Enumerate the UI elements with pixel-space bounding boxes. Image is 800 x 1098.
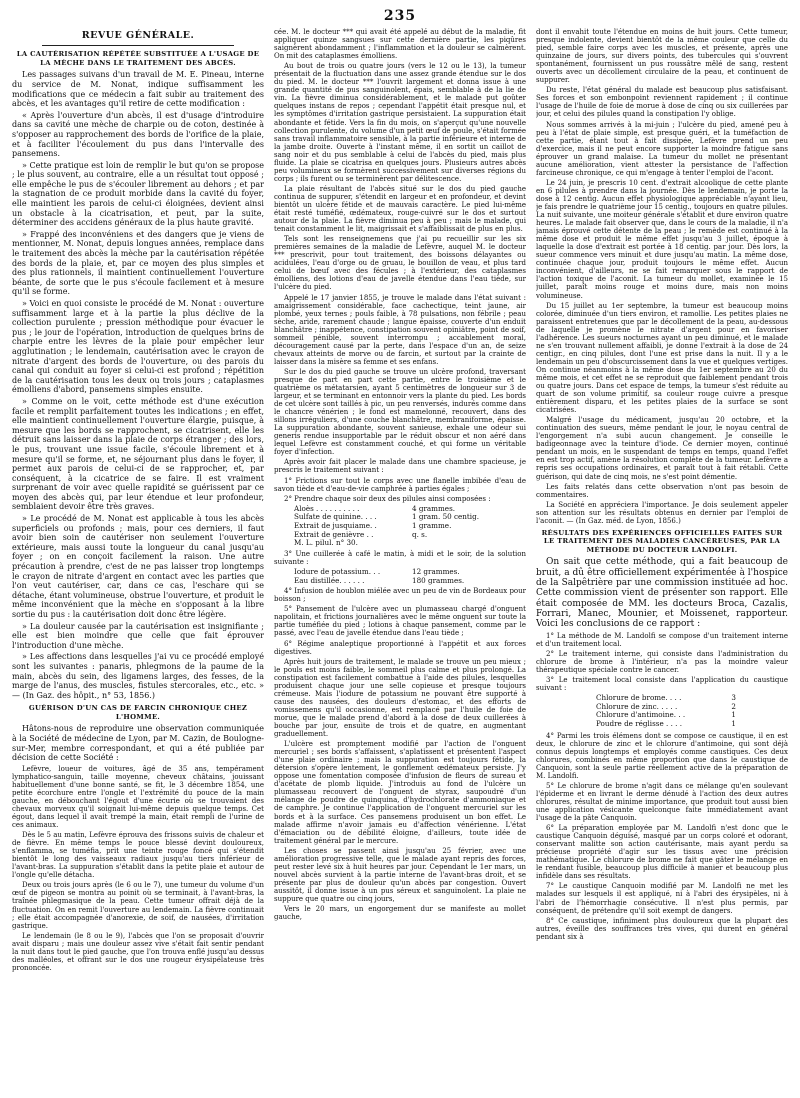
paragraph: » Voici en quoi consiste le procédé de M. Nonat : ouverture suffisamment large et à la partie la plus déclive de la collection purulente ; pression méthodique pour évacuer le pus ; le jour de l'opération, introduction de quelques brins de charpie entre les lèvres de la plaie pour empêcher leur agglutination ; le lendemain, cautérisation avec le crayon de nitrate d'argent des bords de l'ouverture, ou des parois du canal qui conduit au foyer si celui-ci est profond ; répétition de la cautérisation tous les deux ou trois jours ; cataplasmes émolliens d'abord, pansemens simples ensuite. [12, 299, 264, 395]
paragraph: 2° Prendre chaque soir deux des pilules ainsi composées : [284, 494, 491, 503]
ingredient: Sulfate de quinine. . . . [294, 512, 377, 522]
paragraph: La Société en appréciera l'importance. Je dois seulement appeler son attention sur les résultats obtenus en dernier par l'emploi de l'aconit. — (In Gaz. méd. de Lyon, 1856.) [536, 500, 788, 525]
paragraph: Malgré l'usage du médicament, jusqu'au 20 octobre, et la continuation des sueurs, même pendant le jour, le noyau central de l'engorgement n'a subi aucun changement. Je conseille le badigeonnage avec la teinture d'iode. Ce dernier moyen, continué pendant un mois, en le suspendant de temps en temps, quand l'effet en est trop actif, amène la résolution complète de la tumeur. Lefèvre a repris ses occupations ordinaires, et paraît tout à fait rétabli. Cette guérison, qui date de cinq mois, ne s'est point démentie. [536, 416, 788, 481]
ingredient: Eau distillée. . . . . . [294, 575, 365, 585]
paragraph: 6° Régime analeptique proportionné à l'appétit et aux forces digestives. [274, 639, 526, 656]
article-title-farcin: GUÉRISON D'UN CAS DE FARCIN CHRONIQUE CHEZ L'HOMME. [28, 704, 248, 721]
paragraph: L'ulcère est promptement modifié par l'action de l'onguent mercuriel ; ses bords s'affaissent, s'aplatissent et présentent l'aspect d'une plaie ordinaire ; mais la suppuration est toujours fétide, la détersion s'opère lentement, le gonflement œdémateux persiste. J'y oppose une fomentation composée d'infusion de fleurs de sureau et d'acétate de plomb liquide. J'introduis au fond de l'ulcère un plumasseau recouvert de l'onguent de styrax, saupoudré d'un mélange de poudre de quinquina, d'hydrochlorate d'ammoniaque et de camphre. Je continue l'application de l'onguent mercuriel sur les bords et à la surface. Ces pansemens produisent un bon effet. Le malade affirme n'avoir jamais eu d'affection vénérienne. L'état d'émaciation ou de débilité éloigne, d'ailleurs, toute idée de traitement général par le mercure. [274, 740, 526, 845]
dose: 4 grammes. [412, 503, 456, 513]
paragraph: Du reste, l'état général du malade est beaucoup plus satisfaisant. Ses forces et son embonpoint reviennent rapidement ; il continue l'usage de l'huile de foie de morue à dose de cinq ou six cuillerées par jour, et celui des pilules quand la constipation l'y oblige. [536, 86, 788, 119]
paragraph: Tels sont les renseignemens que j'ai pu recueillir sur les six premières semaines de la maladie de Lefèvre, auquel M. le docteur *** prescrivit, pour tout traitement, des boissons délayantes ou acidulées, l'eau d'orge ou de gruau, le bouillon de veau, et plus tard celui de bœuf avec des fécules ; à l'extérieur, des cataplasmes émolliens, des lotions d'eau de javelle étendue dans l'eau tiède, sur l'ulcère du pied. [274, 235, 526, 292]
paragraph: Du 15 juillet au 1er septembre, la tumeur est beaucoup moins colorée, diminuée d'un tiers environ, et ramollie. Les petites plaies ne paraissent entretenues que par le décollement de la peau, au-dessous de laquelle je promène le nitrate d'argent pour en favoriser l'adhérence. Les sueurs nocturnes ayant un peu diminué, et le malade ne s'en trouvant nullement affaibli, je donne l'extrait à la dose de 24 centigr., en cinq pilules, dont l'une est prise dans la nuit. Il y a le lendemain un peu d'obscurcissement dans la vue et quelques vertiges. On continue néanmoins à la même dose du 1er septembre au 20 du même mois, et cet effet ne se reproduit que faiblement pendant trois ou quatre jours. Dans cet espace de temps, la tumeur s'est réduite au quart de son volume primitif, sa couleur rouge cuivre a presque entièrement disparu, et les petites plaies de la surface se sont cicatrisées. [536, 301, 788, 415]
paragraph: 2° Le traitement interne, qui consiste dans l'administration du chlorure de brome à l'intérieur, n'a pas la moindre valeur thérapeutique spéciale contre le cancer. [536, 649, 788, 674]
paragraph: 1° La méthode de M. Landolfi se compose d'un traitement interne et d'un traitement local. [536, 631, 788, 648]
case-report [12, 765, 264, 972]
paragraph: » Comme on le voit, cette méthode est d'une exécution facile et remplit parfaitement toutes les indications ; en effet, elle maintient continuellement l'ouverture élargie, puisque, à mesure que les bords se rapprochent, se cicatrisent, elle les détruit sans laisser dans la plaie de corps étranger ; des lors, le pus, trouvant une issue facile, s'écoule librement et à mesure qu'il se forme, et, ne séjournant plus dans le foyer, il permet aux parois de celui-ci de se rapprocher, et, par conséquent, à la cicatrice de se faire. Il est vraiment surprenant de voir avec quelle rapidité se guérissent par ce moyen des abcès qui, par leur étendue et leur profondeur, semblaient devoir être très graves. [12, 396, 264, 512]
paragraph: Vers le 20 mars, un engorgement dur se manifeste au mollet gauche, [274, 905, 526, 922]
paragraph: 5° Pansement de l'ulcère avec un plumasseau chargé d'onguent napolitain, et frictions journalières avec le même onguent sur toute la partie tuméfiée du pied ; lotions à chaque pansement, comme par le passé, avec l'eau de javelle étendue dans l'eau tiède ; [274, 605, 526, 638]
paragraph: 4° Infusion de houblon miélée avec un peu de vin de Bordeaux pour boisson ; [274, 587, 526, 604]
paragraph: 4° Parmi les trois élémens dont se compose ce caustique, il en est deux, le chlorure de zinc et le chlorure d'antimoine, qui sont déjà connus depuis longtemps et employés comme caustiques. Ces deux chlorures, combinés en même proportion que dans le caustique de Canquoin, sont la seule partie réellement active de la préparation de M. Landolfi. [536, 731, 788, 780]
dose: 1 gram. 50 centig. [412, 512, 479, 522]
dose: 12 grammes. [412, 566, 460, 576]
solution-recipe [294, 568, 526, 585]
ingredient: Chlorure de brome. . . . [596, 693, 682, 702]
dose: 1 gramme. [412, 520, 452, 530]
paragraph: » Frappé des inconvéniens et des dangers que je viens de mentionner, M. Nonat, depuis longues années, remplace dans le traitement des abcès la mèche par la cautérisation répétée des bords de la plaie, et, par ce moyen des plus simples et des plus rationnels, il maintient continuellement l'ouverture béante, de sorte que le pus s'écoule facilement et à mesure qu'il se forme. [12, 229, 264, 297]
column-2 [274, 28, 526, 1088]
paragraph: 5° Le chlorure de brome n'agit dans ce mélange qu'en soulevant l'épiderme et en livrant le derme dénudé à l'action des deux autres chlorures, résultat de minime importance, que produit tout aussi bien une application vésicante quelconque faite immédiatement avant l'usage de la pâte Canquoin. [536, 781, 788, 823]
column-1 [12, 28, 264, 1088]
paragraph: 7° Le caustique Canquoin modifié par M. Landolfi ne met les malades sur lesquels il est appliqué, ni à l'abri des érysipèles, ni à l'abri de l'hémorrhagie consécutive. Il n'est plus permis, par conséquent, de prétendre qu'il soit exempt de dangers. [536, 882, 788, 915]
section-title: REVUE GÉNÉRALE. [81, 30, 195, 41]
paragraph: 6° La préparation employée par M. Landolfi n'est donc que le caustique Canquoin déguisé, masqué par un corps coloré et odorant, conservant malitte son action cautérisante, mais ayant perdu sa précieuse propriété d'agir sur les tissus avec une précision mathématique. Le chlorure de brome ne fait que gâter le mélange en le rendant fusible, beaucoup plus difficile à manier et beaucoup plus infidèle dans ses résultats. [536, 824, 788, 881]
text-columns [12, 28, 788, 1088]
ingredient: Chlorure d'antimoine. . . [596, 710, 686, 720]
ingredient: Chlorure de zinc. . . . . [596, 701, 678, 711]
quantity: 1 [731, 710, 736, 720]
paragraph: Appelé le 17 janvier 1855, je trouve le malade dans l'état suivant : amaigrissement considérable, face cachectique, teint jaune, air plombé, yeux ternes ; pouls faible, à 78 pulsations, non fébrile ; peau sèche, aride, rarement chaude ; langue épaisse, couverte d'un enduit blanchâtre ; inappétence, constipation souvent opiniâtre, point de soif, sommeil pénible, souvent interrompu ; accablement moral, découragement causé par la perte, dans l'espace d'un an, de seize chevaux atteints de morve ou de farcin, et surtout par la crainte de laisser dans la misère sa femme et ses enfans. [274, 293, 526, 366]
paragraph: » Cette pratique est loin de remplir le but qu'on se propose ; le plus souvent, au contraire, elle a un résultat tout opposé ; elle empêche le pus de s'écouler librement au dehors ; et par la stagnation de ce produit morbide dans la cavité du foyer, elle maintient les parois de celui-ci éloignées, devient ainsi un obstacle à la cicatrisation, et peut, par la suite, déterminer des accidens généraux de la plus haute gravité. [12, 160, 264, 228]
caustic-formula [596, 694, 788, 729]
paragraph: Nous sommes arrivés à la mi-juin ; l'ulcère du pied, amené peu à peu à l'état de plaie simple, est presque guéri, et la tuméfaction de cette partie, étant tout à fait dissipée, Lefèvre prend un peu d'exercice, mais il ne peut encore supporter la moindre fatigue sans éprouver un grand malaise. La tumeur du mollet ne présentant aucune amélioration, vient attester la persistance de l'affection farcineuse chronique, ce qui m'engage à tenter l'emploi de l'acont. [536, 120, 788, 177]
paragraph: 3° Une cuillerée à café le matin, à midi et le soir, de la solution suivante : [274, 549, 526, 566]
ingredient: Extrait de genièvre . . [294, 529, 374, 539]
paragraph: Dès le 5 au matin, Lefèvre éprouva des frissons suivis de chaleur et de fièvre. En même temps le pouce blessé devint douloureux, s'enflamma, se tuméfia, prit une teinte rouge foncé qui s'étendit bientôt le long des vaisseaux radiaux jusqu'au tiers inférieur de l'avant-bras. La suppuration s'établit dans la petite plaie et autour de l'ongle qu'elle détacha. [12, 831, 264, 880]
quantity: 3 [731, 693, 736, 702]
paragraph: 1° Frictions sur tout le corps avec une flanelle imbibée d'eau de savon tiède et d'eau-de-vie camphrée à parties égales ; [274, 476, 526, 493]
ingredient: Aloès . . . . . . . . . . [294, 503, 360, 513]
page-number: 235 [383, 8, 417, 24]
dose: 180 grammes. [412, 575, 465, 585]
paragraph: Hâtons-nous de reproduire une observation communiquée à la Société de médecine de Lyon, par M. Cazin, de Boulogne-sur-Mer, membre correspondant, et qui a été publiée par décision de cette Société : [12, 724, 264, 763]
paragraph: Les passages suivans d'un travail de M. E. Pineau, interne du service de M. Nonat, indique suffisamment les modifications que ce médecin a fait subir au traitement des abcès, et les avantages qu'il retire de cette modification : [12, 70, 264, 109]
recipe-note: M. L. pilul. n° 30. [294, 538, 358, 548]
paragraph: » Les affections dans lesquelles j'ai vu ce procédé employé sont les suivantes : panaris, phlegmons de la paume de la main, abcès du sein, des ligamens larges, des fesses, de la marge de l'anus, des muscles, fistules stercorales, etc., etc. » — (In Gaz. des hôpit., n° 53, 1856.) [12, 652, 264, 700]
article-title-cauterisation: LA CAUTÉRISATION RÉPÉTÉE SUBSTITUÉE A L'USAGE DE LA MÈCHE DANS LE TRAITEMENT DES ABCÈS. [16, 50, 260, 67]
quantity: 2 [731, 701, 736, 711]
paragraph: Le lendemain (le 8 ou le 9), l'abcès que l'on se proposait d'ouvrir avait disparu ; mais une douleur assez vive s'était fait sentir pendant la nuit dans tout le pied gauche, que l'on trouva enflé jusqu'au dessus des malléoles, et offrant sur le dos une rougeur érysipélateuse très prononcée. [12, 931, 264, 972]
paragraph: Le 24 juin, je prescris 10 cent. d'extrait alcoolique de cette plante en 6 pilules à prendre dans la journée. Dès le lendemain, je porte la dose à 12 centig. Aucun effet physiologique appréciable n'ayant lieu, je fais prendre le quatrième jour 15 centig., toujours en quatre pilules. La nuit suivante, une moiteur générale s'établit et dure environ quatre heures. Le malade fait observer que, dans le cours de la maladie, il n'a jamais éprouvé cette détente de la peau ; le remède est continué à la même dose et produit le même effet jusqu'au 3 juillet, époque à laquelle la dose d'extrait est portée à 18 centig. par jour. Dès lors, la sueur commence vers minuit et dure jusqu'au matin. La même dose, continuée chaque jour, produit toujours le même effet. Aucun inconvénient, d'ailleurs, ne se fait remarquer sous le rapport de l'action toxique de l'aconit. La tumeur du mollet, examinée le 15 juillet, paraît moins rouge et moins dure, mais non moins volumineuse. [536, 178, 788, 300]
paragraph: dont il envahit toute l'étendue en moins de huit jours. Cette tumeur, presque indolente, devient bientôt de la même couleur que celle du pied, semble faire corps avec les muscles, et présente, après une quinzaine de jours, sur divers points, des tubercules qui s'ouvrent spontanément, fournissent un pus roussâtre mêlé de sang, restent ouverts avec un décollement circulaire de la peau, et continuent de suppurer. [536, 28, 788, 85]
ingredient: Iodure de potassium. . . [294, 566, 381, 576]
paragraph: On sait que cette méthode, qui a fait beaucoup de bruit, a dû être officiellement expérimentée à l'hospice de la Salpêtrière par une commission instituée ad hoc. Cette commission vient de présenter son rapport. Elle était composée de MM. les docteurs Broca, Cazalis, Forrari, Manec, Mounier, et Moissenet, rapporteur. Voici les conclusions de ce rapport : [536, 557, 788, 630]
ingredient: Poudre de réglisse . . . . [596, 718, 683, 728]
pill-recipe [294, 505, 526, 548]
recipe-row [294, 577, 526, 586]
ingredient: Extrait de jusquiame. . [294, 520, 377, 530]
paragraph: 8° Ce caustique, infiniment plus douloureux que la plupart des autres, éveille des souffrances très vives, qui durent en général pendant six à [536, 916, 788, 941]
article-title-landolfi: RÉSULTATS DES EXPÉRIENCES OFFICIELLES FAITES SUR LE TRAITEMENT DES MALADIES CANCÉREUSES, PAR LA MÉTHODE DU DOCTEUR LANDOLFI. [541, 528, 783, 554]
paragraph: 3° Le traitement local consiste dans l'application du caustique suivant : [536, 675, 788, 692]
column-3 [536, 28, 788, 1088]
paragraph: Les faits relatés dans cette observation n'ont pas besoin de commentaires. [536, 482, 788, 499]
paragraph: Lefèvre, loueur de voitures, âgé de 35 ans, tempérament lymphatico-sanguin, taille moyenne, cheveux châtains, jouissant habituellement d'une bonne santé, se fit, le 3 décembre 1854, une petite écorchure entre l'ongle et l'extrémité du pouce de la main gauche, en débouchant l'égout d'une écurie où se trouvaient des chevaux morveux qu'il soignait lui-même depuis quelque temps. Cet égout, dans lequel il avait trempé la main, était rempli de l'urine de ces animaux. [12, 764, 264, 830]
paragraph: Après huit jours de traitement, le malade se trouve un peu mieux ; le pouls est moins faible, le sommeil plus calme et plus prolongé. La constipation est facilement combattue à l'aide des pilules, lesquelles produisent chaque jour une selle copieuse et presque toujours crémeuse. Mais l'iodure de potassium ne pouvant être supporté à cause des nausées, des douleurs d'estomac, et des efforts de vomissemens qu'il occasionne, est remplacé par l'huile de foie de morue, que le malade prend d'abord à la dose de deux cuillerées à bouche par jour, ensuite de trois et de quatre, en augmentant graduellement. [274, 657, 526, 739]
paragraph: Sur le dos du pied gauche se trouve un ulcère profond, traversant presque de part en part cette partie, entre le troisième et le quatrième os métatarsien, ayant 5 centimètres de longueur sur 3 de largeur, et se terminant en entonnoir vers la plante du pied. Les bords de cet ulcère sont taillés à pic, un peu renversés, indurés comme dans le chancre vénérien ; le fond est mamelonné, recouvert, dans des sillons irréguliers, d'une couche blanchâtre, membraniforme, épaisse. La suppuration abondante, souvent sanieuse, exhale une odeur sui generis rendue insupportable par le réduit obscur et non aéré dans lequel Lefèvre est constamment couché, et qui forme un véritable foyer d'infection. [274, 367, 526, 457]
paragraph: Après avoir fait placer le malade dans une chambre spacieuse, je prescris le traitement suivant : [274, 458, 526, 475]
paragraph: « Après l'ouverture d'un abcès, il est d'usage d'introduire dans sa cavité une mèche de charpie ou de coton, destinée à s'opposer au rapprochement des bords de l'orifice de la plaie, et à faciliter l'écoulement du pus dans l'intervalle des pansemens. [12, 110, 264, 159]
paragraph: » Le procédé de M. Nonat est applicable à tous les abcès superficiels ou profonds ; mais, pour ces derniers, il faut avoir bien soin de cautériser non seulement l'ouverture extérieure, mais aussi toute la longueur du canal jusqu'au foyer ; on en conçoit facilement la raison. Une autre précaution à prendre, c'est de ne pas laisser trop longtemps le crayon de nitrate d'argent en contact avec les parties que l'on veut cautériser, car, dans ce cas, l'eschare qui se détache, étant volumineuse, obstrue l'ouverture, et produit le même inconvénient que la mèche en s'opposant à la libre sortie du pus : la cautérisation doit donc être légère. [12, 514, 264, 620]
title-rule [42, 45, 234, 46]
paragraph: La plaie résultant de l'abcès situé sur le dos du pied gauche continua de suppurer, s'étendit en largeur et en profondeur, et devint bientôt un ulcère fétide et de mauvais caractère. Le pied lui-même était resté tuméfié, œdémateux, rouge-cuivré sur le dos et surtout autour de la plaie. La fièvre diminua peu à peu ; mais le malade, qui tenait constamment le lit, maigrissait et s'affaiblissait de plus en plus. [274, 184, 526, 234]
formula-row [596, 720, 788, 729]
paragraph: Deux ou trois jours après (le 6 ou le 7), une tumeur du volume d'un œuf de pigeon se montra au poinit où se terminait, à l'avant-bras, la traînée phlegmasique de la peau. Cette tumeur offrait déjà de la fluctuation. On en remit l'ouverture au lendemain. La fièvre continuait ; elle était accompagnée d'anorexie, de soif, de nausées, d'irritation gastrique. [12, 881, 264, 930]
paragraph: » La douleur causée par la cautérisation est insignifiante ; elle est bien moindre que celle que fait éprouver l'introduction d'une mèche. [12, 621, 264, 650]
quantity: 1 [731, 718, 736, 728]
paragraph: cée. M. le docteur *** qui avait été appelé au début de la maladie, fit appliquer quinze sangsues sur cette dernière partie, les piqûres saignèrent abondamment ; l'inflammation et la douleur se calmèrent. On mit des cataplasmes émolliens. [274, 28, 526, 61]
dose: q. s. [412, 529, 428, 539]
paragraph: Au bout de trois ou quatre jours (vers le 12 ou le 13), la tumeur présentait de la fluctuation dans une assez grande étendue sur le dos du pied. M. le docteur *** l'ouvrit largement et donna issue à une grande quantité de pus sanguinolent, épais, semblable à de la lie de vin. La fièvre diminua considérablement, et le malade put goûter quelques instans de repos ; cependant l'appétit était presque nul, et les symptômes d'irritation gastrique persistaient. La suppuration était abondante et fétide. Vers la fin du mois, on s'aperçut qu'une nouvelle collection purulente, du volume d'un petit œuf de poule, s'était formée sans travail inflammatoire sensible, à la partie inférieure et interne de la jambe droite. Ouverte à l'instant même, il en sortit un caillot de sang noir et du pus semblable à celui de l'abcès du pied, mais plus fluide. La plaie se cicatrisa en quelques jours. Plusieurs autres abcès peu volumineux se formèrent successivement sur diverses régions du corps ; ils furent ou se terminèrent par délitescence. [274, 62, 526, 183]
paragraph: Les choses se passent ainsi jusqu'au 25 février, avec une amélioration progressive telle, que le malade ayant repris des forces, peut rester levé six à huit heures par jour. Cependant le 1er mars, un nouvel abcès survient à la partie interne de l'avant-bras droit, et se présente par plus de douleur qu'un abcès par congestion. Ouvert aussitôt, il donne issue à un pus séreux et sanguinolent. La plaie ne suppure que quatre ou cinq jours, [274, 846, 526, 903]
